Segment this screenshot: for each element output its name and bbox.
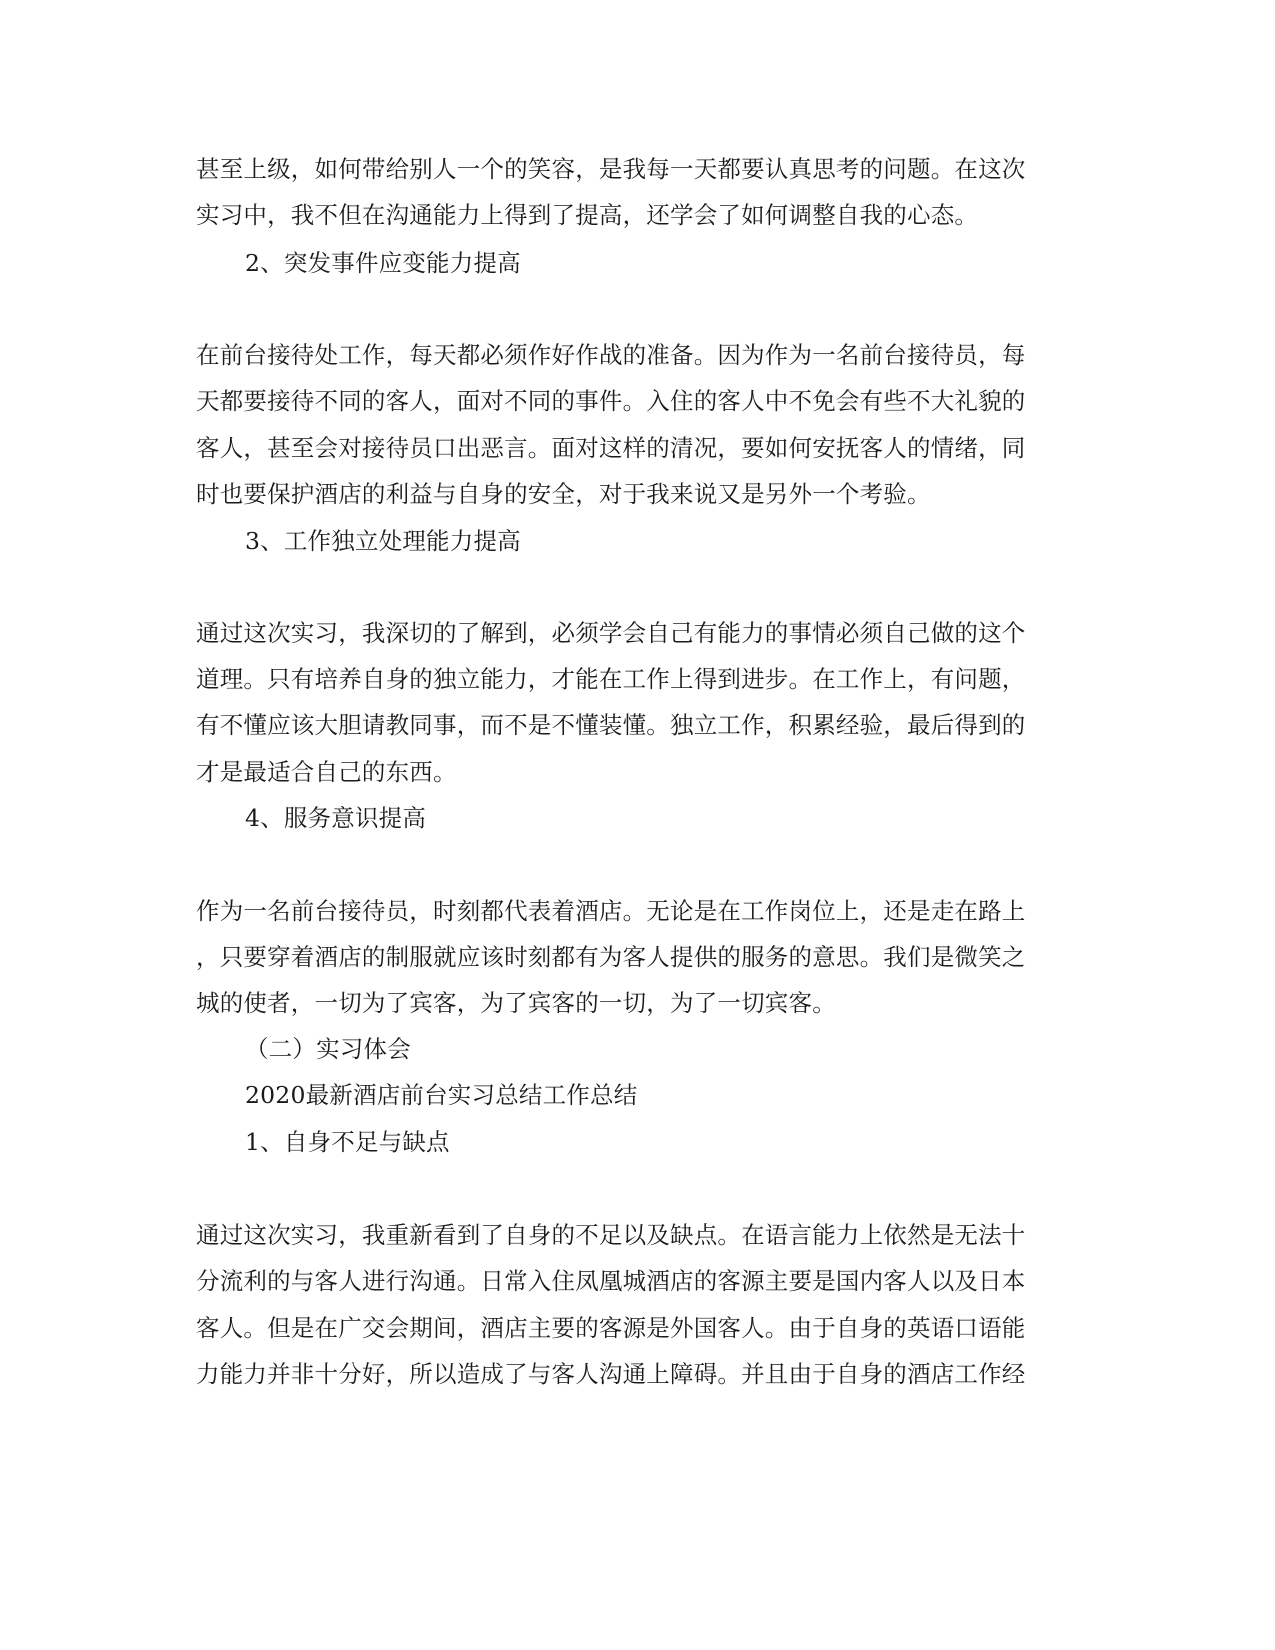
paragraph-line: ，只要穿着酒店的制服就应该时刻都有为客人提供的服务的意思。我们是微笑之 [196, 943, 1026, 971]
paragraph-line: 天都要接待不同的客人，面对不同的事件。入住的客人中不免会有些不大礼貌的 [196, 387, 1026, 415]
paragraph-line: 道理。只有培养自身的独立能力，才能在工作上得到进步。在工作上，有问题， [196, 665, 1026, 693]
paragraph-line: 分流利的与客人进行沟通。日常入住凤凰城酒店的客源主要是国内客人以及日本 [196, 1267, 1026, 1295]
section-heading: 4、服务意识提高 [245, 804, 427, 832]
paragraph-line: 时也要保护酒店的利益与自身的安全，对于我来说又是另外一个考验。 [196, 480, 931, 508]
paragraph-line: 客人，甚至会对接待员口出恶言。面对这样的清况，要如何安抚客人的情绪，同 [196, 434, 1026, 462]
paragraph-line: 作为一名前台接待员，时刻都代表着酒店。无论是在工作岗位上，还是走在路上 [196, 897, 1026, 925]
section-heading: 1、自身不足与缺点 [245, 1128, 450, 1156]
paragraph-line: 城的使者，一切为了宾客，为了宾客的一切，为了一切宾客。 [196, 989, 836, 1017]
paragraph-line: 有不懂应该大胆请教同事，而不是不懂装懂。独立工作，积累经验，最后得到的 [196, 711, 1026, 739]
section-heading: 2、突发事件应变能力提高 [245, 249, 521, 277]
section-heading: 3、工作独立处理能力提高 [245, 527, 521, 555]
paragraph-line: 在前台接待处工作，每天都必须作好作战的准备。因为作为一名前台接待员，每 [196, 341, 1026, 369]
paragraph-line: 通过这次实习，我重新看到了自身的不足以及缺点。在语言能力上依然是无法十 [196, 1221, 1026, 1249]
paragraph-line: 实习中，我不但在沟通能力上得到了提高，还学会了如何调整自我的心态。 [196, 201, 979, 229]
paragraph-line: 甚至上级，如何带给别人一个的笑容，是我每一天都要认真思考的问题。在这次 [196, 155, 1026, 183]
paragraph-line: 才是最适合自己的东西。 [196, 758, 457, 786]
paragraph-line: 力能力并非十分好，所以造成了与客人沟通上障碍。并且由于自身的酒店工作经 [196, 1360, 1026, 1388]
section-heading: （二）实习体会 [245, 1035, 411, 1063]
paragraph-line: 客人。但是在广交会期间，酒店主要的客源是外国客人。由于自身的英语口语能 [196, 1314, 1026, 1342]
paragraph-line: 通过这次实习，我深切的了解到，必须学会自己有能力的事情必须自己做的这个 [196, 619, 1026, 647]
document-title: 2020最新酒店前台实习总结工作总结 [245, 1081, 638, 1109]
